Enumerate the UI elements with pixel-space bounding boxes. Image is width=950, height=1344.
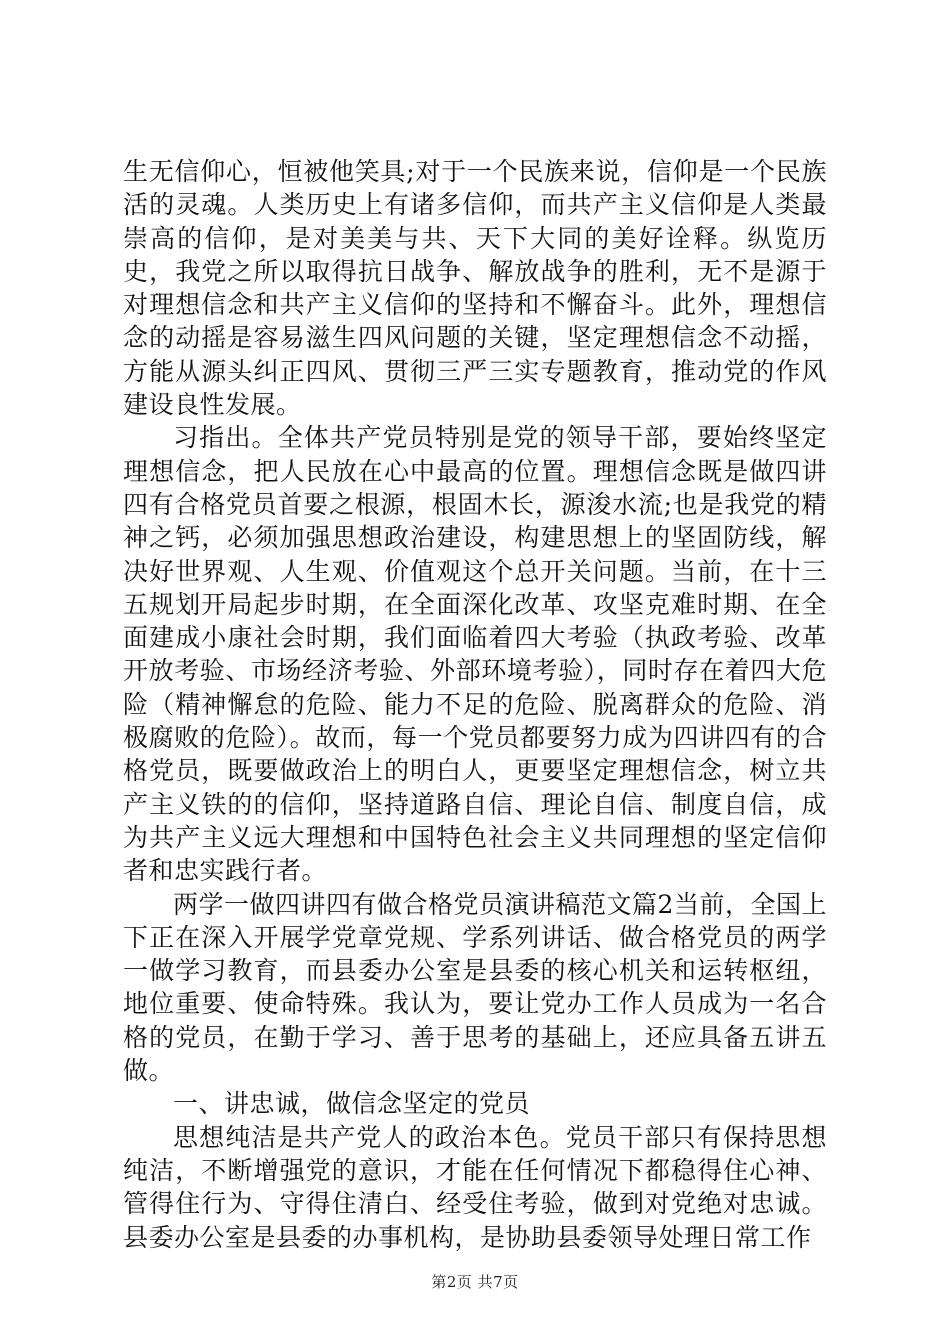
- document-body: [123, 155, 827, 1254]
- paragraph-3: 两学一做四讲四有做合格党员演讲稿范文篇2当前，全国上下正在深入开展学党章党规、学系列讲话、做合格党员的两学一做学习教育，而县委办公室是县委的核心机关和运转枢纽，地位重要、使命特殊。我认为，要让党办工作人员成为一名合格的党员，在勤于学习、善于思考的基础上，还应具备五讲五做。: [123, 889, 827, 1086]
- page-number-footer: 第2页 共7页: [431, 1273, 519, 1291]
- paragraph-2: 习指出。全体共产党员特别是党的领导干部，要始终坚定理想信念，把人民放在心中最高的位置。理想信念既是做四讲四有合格党员首要之根源，根固木长，源浚水流;也是我党的精神之钙，必须加强思想政治建设，构建思想上的坚固防线，解决好世界观、人生观、价值观这个总开关问题。当前，在十三五规划开局起步时期，在全面深化改革、攻坚克难时期、在全面建成小康社会时期，我们面临着四大考验（执政考验、改革开放考验、市场经济考验、外部环境考验），同时存在着四大危险（精神懈怠的危险、能力不足的危险、脱离群众的危险、消极腐败的危险）。故而，每一个党员都要努力成为四讲四有的合格党员，既要做政治上的明白人，更要坚定理想信念，树立共产主义铁的的信仰，坚持道路自信、理论自信、制度自信，成为共产主义远大理想和中国特色社会主义共同理想的坚定信仰者和忠实践行者。: [123, 423, 827, 886]
- section-heading: 一、讲忠诚，做信念坚定的党员: [173, 1089, 531, 1119]
- paragraph-4: 思想纯洁是共产党人的政治本色。党员干部只有保持思想纯洁，不断增强党的意识，才能在任何情况下都稳得住心神、管得住行为、守得住清白、经受住考验，做到对党绝对忠诚。县委办公室是县委的办事机构，是协助县委领导处理日常工作: [123, 1122, 827, 1252]
- paragraph-1: 生无信仰心，恒被他笑具;对于一个民族来说，信仰是一个民族活的灵魂。人类历史上有诸多信仰，而共产主义信仰是人类最崇高的信仰，是对美美与共、天下大同的美好诠释。纵览历史，我党之所以取得抗日战争、解放战争的胜利，无不是源于对理想信念和共产主义信仰的坚持和不懈奋斗。此外，理想信念的动摇是容易滋生四风问题的关键，坚定理想信念不动摇，方能从源头纠正四风、贯彻三严三实专题教育，推动党的作风建设良性发展。: [123, 157, 827, 420]
